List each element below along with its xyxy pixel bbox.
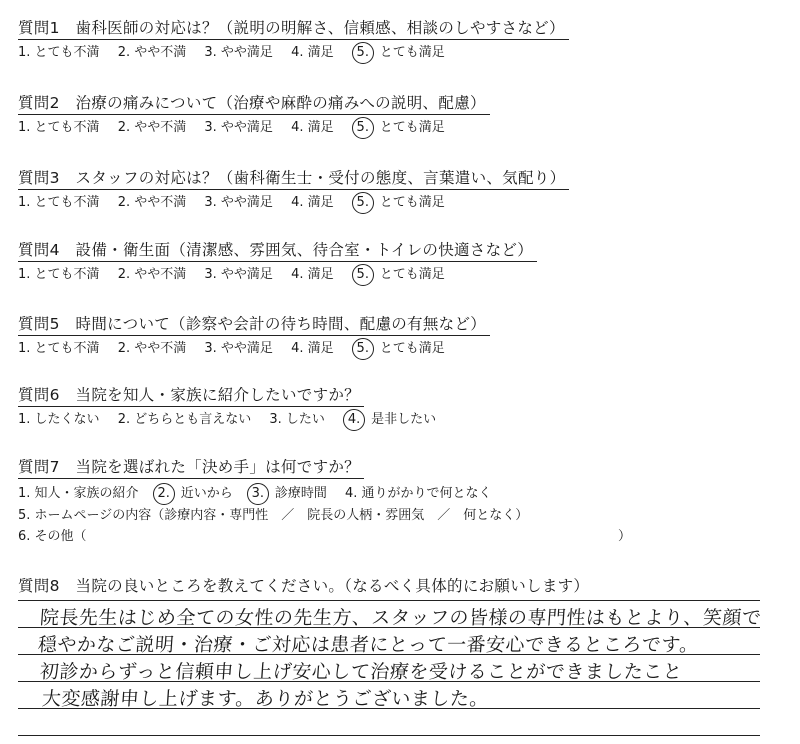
- selection-circle: 5.: [352, 264, 374, 286]
- option-2: 2. やや不満: [117, 195, 187, 210]
- answer-options: [18, 117, 490, 139]
- ruled-line: [18, 600, 760, 601]
- question-6: [18, 385, 450, 431]
- option-5-label: とても満足: [379, 341, 445, 356]
- option-3: 3. やや満足: [204, 45, 273, 60]
- option-3: 3. やや満足: [204, 267, 273, 282]
- option-5-label: とても満足: [379, 195, 445, 210]
- option-2: 2. どちらとも言えない: [117, 412, 252, 427]
- option-5-label: とても満足: [379, 120, 445, 135]
- option-4: 4. 満足: [291, 195, 334, 210]
- option-3: 3. したい: [269, 412, 325, 427]
- handwritten-answer-line-1: 院長先生はじめ全ての女性の先生方、スタッフの皆様の専門性はもとより、笑顔で: [39, 607, 763, 629]
- question-title: 質問2 治療の痛みについて（治療や麻酔の痛みへの説明、配慮）: [18, 93, 490, 115]
- option-5-label: とても満足: [379, 267, 445, 282]
- answer-options: [18, 264, 537, 286]
- question-title: 質問3 スタッフの対応は？（歯科衛生士・受付の態度、言葉遣い、気配り）: [18, 168, 569, 190]
- handwritten-answer-line-3: 初診からずっと信頼申し上げ安心して治療を受けることができましたこと: [39, 661, 684, 683]
- option-5-selected[interactable]: [352, 264, 376, 286]
- question-7: [18, 457, 632, 547]
- handwritten-answer-line-2: 穏やかなご説明・治療・ご対応は患者にとって一番安心できるところです。: [37, 634, 700, 656]
- option-1: 1. したくない: [18, 412, 100, 427]
- option-3: 3. やや満足: [204, 195, 273, 210]
- selection-circle: 5.: [352, 338, 374, 360]
- option-2: 2. やや不満: [117, 341, 187, 356]
- option-2-selected[interactable]: [153, 483, 177, 505]
- selection-circle: 5.: [352, 117, 374, 139]
- option-3-label: 診療時間: [274, 486, 327, 501]
- question-1: [18, 18, 569, 64]
- option-2: 2. やや不満: [117, 267, 187, 282]
- question-2: [18, 93, 490, 139]
- answer-options-row-1: [18, 483, 528, 505]
- ruled-line: [18, 735, 760, 736]
- option-2: 2. やや不満: [117, 45, 187, 60]
- option-1: 1. とても不満: [18, 267, 100, 282]
- option-6-label: 6. その他（: [18, 529, 87, 544]
- question-4: [18, 240, 537, 286]
- option-1: 1. 知人・家族の紹介: [18, 486, 139, 501]
- option-5-selected[interactable]: [352, 338, 376, 360]
- option-5-selected[interactable]: [352, 117, 376, 139]
- selection-circle: 5.: [352, 42, 374, 64]
- option-4: 4. 満足: [291, 341, 334, 356]
- selection-circle: 5.: [352, 192, 374, 214]
- option-1: 1. とても不満: [18, 120, 100, 135]
- answer-options: [18, 42, 569, 64]
- question-5: [18, 314, 490, 360]
- option-4: 4. 通りがかりで何となく: [345, 486, 492, 501]
- question-title: 質問7 当院を選ばれた「決め手」は何ですか？: [18, 457, 364, 479]
- question-title: 質問4 設備・衛生面（清潔感、雰囲気、待合室・トイレの快適さなど）: [18, 240, 537, 262]
- question-title: 質問5 時間について（診察や会計の待ち時間、配慮の有無など）: [18, 314, 490, 336]
- handwritten-answer-line-4: 大変感謝申し上げます。ありがとうございました。: [41, 688, 490, 710]
- option-1: 1. とても不満: [18, 341, 100, 356]
- question-8: [18, 576, 593, 597]
- option-4-label: 是非したい: [371, 412, 437, 427]
- question-3: [18, 168, 569, 214]
- option-2: 2. やや不満: [117, 120, 187, 135]
- option-4: 4. 満足: [291, 45, 334, 60]
- answer-options: [18, 338, 490, 360]
- question-title: 質問1 歯科医師の対応は？（説明の明解さ、信頼感、相談のしやすさなど）: [18, 18, 569, 40]
- option-3-selected[interactable]: [247, 483, 271, 505]
- selection-circle: 3.: [247, 483, 269, 505]
- answer-options: [18, 192, 569, 214]
- answer-options: [18, 409, 450, 431]
- option-3: 3. やや満足: [204, 120, 273, 135]
- option-4-selected[interactable]: [343, 409, 367, 431]
- option-6-close-paren: ）: [618, 529, 632, 544]
- option-1: 1. とても不満: [18, 195, 100, 210]
- option-5-selected[interactable]: [352, 192, 376, 214]
- option-3: 3. やや満足: [204, 341, 273, 356]
- selection-circle: 4.: [343, 409, 365, 431]
- question-title: 質問6 当院を知人・家族に紹介したいですか？: [18, 385, 364, 407]
- option-1: 1. とても不満: [18, 45, 100, 60]
- option-2-label: 近いから: [180, 486, 233, 501]
- option-5-selected[interactable]: [352, 42, 376, 64]
- answer-options-row-3: [18, 526, 632, 547]
- selection-circle: 2.: [153, 483, 175, 505]
- answer-options-row-2: 5. ホームページの内容（診療内容・専門性 ／ 院長の人柄・雰囲気 ／ 何となく）: [18, 508, 529, 523]
- option-4: 4. 満足: [291, 267, 334, 282]
- question-title: 質問8 当院の良いところを教えてください。（なるべく具体的にお願いします）: [18, 577, 590, 595]
- option-5-label: とても満足: [379, 45, 445, 60]
- option-4: 4. 満足: [291, 120, 334, 135]
